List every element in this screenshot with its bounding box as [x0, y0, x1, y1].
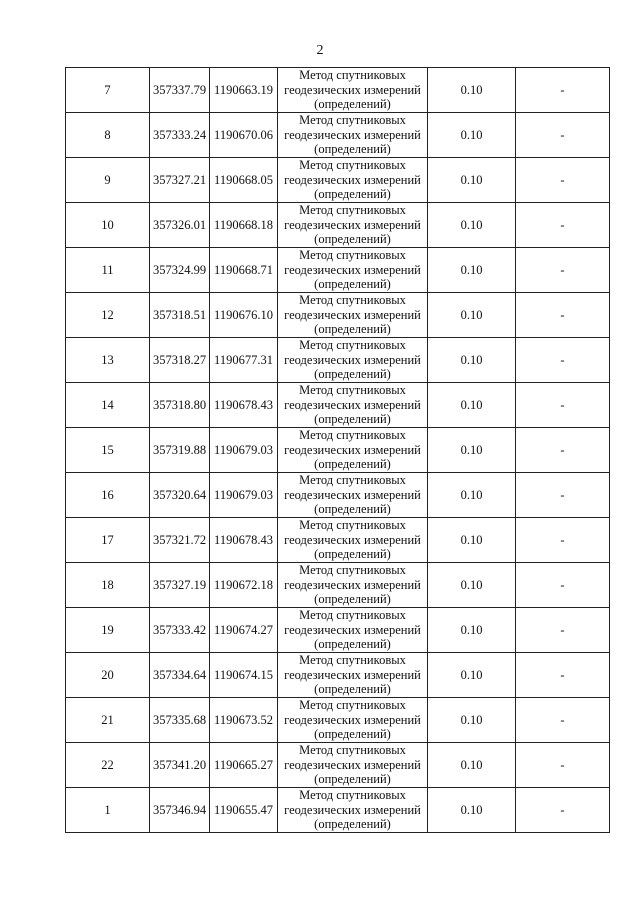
y-coordinate-cell: 1190668.18: [210, 203, 278, 248]
method-cell: [278, 383, 428, 428]
method-cell: [278, 203, 428, 248]
x-coordinate-cell: 357346.94: [150, 788, 210, 833]
method-text: Метод спутниковых геодезических измерений (определений): [284, 68, 421, 112]
extra-cell: -: [516, 203, 610, 248]
method-text: Метод спутниковых геодезических измерений (определений): [284, 698, 421, 742]
x-coordinate-cell: 357341.20: [150, 743, 210, 788]
x-coordinate-cell: 357319.88: [150, 428, 210, 473]
table-row: [66, 518, 610, 563]
accuracy-cell: 0.10: [428, 788, 516, 833]
method-cell: [278, 698, 428, 743]
method-cell: [278, 473, 428, 518]
x-coordinate-cell: 357327.19: [150, 563, 210, 608]
method-text: Метод спутниковых геодезических измерений (определений): [284, 608, 421, 652]
method-text: Метод спутниковых геодезических измерений (определений): [284, 653, 421, 697]
table-row: [66, 293, 610, 338]
point-number-cell: 22: [66, 743, 150, 788]
x-coordinate-cell: 357326.01: [150, 203, 210, 248]
method-text: Метод спутниковых геодезических измерений (определений): [284, 248, 421, 292]
table-row: [66, 203, 610, 248]
accuracy-cell: 0.10: [428, 473, 516, 518]
y-coordinate-cell: 1190663.19: [210, 68, 278, 113]
point-number-cell: 20: [66, 653, 150, 698]
y-coordinate-cell: 1190674.15: [210, 653, 278, 698]
extra-cell: -: [516, 653, 610, 698]
method-text: Метод спутниковых геодезических измерений (определений): [284, 158, 421, 202]
table-row: [66, 428, 610, 473]
y-coordinate-cell: 1190677.31: [210, 338, 278, 383]
accuracy-cell: 0.10: [428, 383, 516, 428]
point-number-cell: 16: [66, 473, 150, 518]
method-text: Метод спутниковых геодезических измерений (определений): [284, 338, 421, 382]
x-coordinate-cell: 357333.24: [150, 113, 210, 158]
accuracy-cell: 0.10: [428, 293, 516, 338]
y-coordinate-cell: 1190678.43: [210, 383, 278, 428]
y-coordinate-cell: 1190670.06: [210, 113, 278, 158]
accuracy-cell: 0.10: [428, 518, 516, 563]
table-row: [66, 338, 610, 383]
table-row: [66, 653, 610, 698]
y-coordinate-cell: 1190679.03: [210, 473, 278, 518]
table-row: [66, 473, 610, 518]
point-number-cell: 11: [66, 248, 150, 293]
table-row: [66, 608, 610, 653]
method-text: Метод спутниковых геодезических измерений (определений): [284, 518, 421, 562]
accuracy-cell: 0.10: [428, 653, 516, 698]
extra-cell: -: [516, 608, 610, 653]
extra-cell: -: [516, 68, 610, 113]
method-cell: [278, 68, 428, 113]
extra-cell: -: [516, 518, 610, 563]
y-coordinate-cell: 1190665.27: [210, 743, 278, 788]
x-coordinate-cell: 357321.72: [150, 518, 210, 563]
table-row: [66, 383, 610, 428]
y-coordinate-cell: 1190676.10: [210, 293, 278, 338]
point-number-cell: 14: [66, 383, 150, 428]
point-number-cell: 15: [66, 428, 150, 473]
extra-cell: -: [516, 698, 610, 743]
extra-cell: -: [516, 743, 610, 788]
table-row: [66, 68, 610, 113]
method-cell: [278, 653, 428, 698]
point-number-cell: 9: [66, 158, 150, 203]
method-text: Метод спутниковых геодезических измерений (определений): [284, 428, 421, 472]
table-row: [66, 698, 610, 743]
accuracy-cell: 0.10: [428, 203, 516, 248]
extra-cell: -: [516, 428, 610, 473]
method-cell: [278, 788, 428, 833]
accuracy-cell: 0.10: [428, 338, 516, 383]
point-number-cell: 12: [66, 293, 150, 338]
accuracy-cell: 0.10: [428, 248, 516, 293]
method-text: Метод спутниковых геодезических измерений (определений): [284, 383, 421, 427]
point-number-cell: 17: [66, 518, 150, 563]
method-text: Метод спутниковых геодезических измерений (определений): [284, 473, 421, 517]
method-cell: [278, 293, 428, 338]
method-cell: [278, 428, 428, 473]
method-text: Метод спутниковых геодезических измерений (определений): [284, 563, 421, 607]
method-cell: [278, 563, 428, 608]
y-coordinate-cell: 1190668.71: [210, 248, 278, 293]
table-row: [66, 113, 610, 158]
x-coordinate-cell: 357324.99: [150, 248, 210, 293]
point-number-cell: 1: [66, 788, 150, 833]
point-number-cell: 8: [66, 113, 150, 158]
coordinates-table: [65, 67, 610, 833]
y-coordinate-cell: 1190678.43: [210, 518, 278, 563]
point-number-cell: 13: [66, 338, 150, 383]
extra-cell: -: [516, 158, 610, 203]
table-row: [66, 563, 610, 608]
method-text: Метод спутниковых геодезических измерений (определений): [284, 203, 421, 247]
extra-cell: -: [516, 248, 610, 293]
x-coordinate-cell: 357318.27: [150, 338, 210, 383]
point-number-cell: 19: [66, 608, 150, 653]
accuracy-cell: 0.10: [428, 158, 516, 203]
method-cell: [278, 113, 428, 158]
extra-cell: -: [516, 788, 610, 833]
method-cell: [278, 158, 428, 203]
x-coordinate-cell: 357334.64: [150, 653, 210, 698]
method-cell: [278, 518, 428, 563]
extra-cell: -: [516, 293, 610, 338]
method-cell: [278, 608, 428, 653]
method-cell: [278, 743, 428, 788]
method-text: Метод спутниковых геодезических измерений (определений): [284, 788, 421, 832]
y-coordinate-cell: 1190674.27: [210, 608, 278, 653]
table-row: [66, 248, 610, 293]
y-coordinate-cell: 1190673.52: [210, 698, 278, 743]
table-row: [66, 743, 610, 788]
x-coordinate-cell: 357333.42: [150, 608, 210, 653]
accuracy-cell: 0.10: [428, 113, 516, 158]
y-coordinate-cell: 1190668.05: [210, 158, 278, 203]
point-number-cell: 10: [66, 203, 150, 248]
extra-cell: -: [516, 473, 610, 518]
extra-cell: -: [516, 383, 610, 428]
x-coordinate-cell: 357337.79: [150, 68, 210, 113]
coordinates-table-body: [66, 68, 610, 833]
method-cell: [278, 248, 428, 293]
method-text: Метод спутниковых геодезических измерений (определений): [284, 293, 421, 337]
accuracy-cell: 0.10: [428, 743, 516, 788]
accuracy-cell: 0.10: [428, 608, 516, 653]
method-cell: [278, 338, 428, 383]
y-coordinate-cell: 1190672.18: [210, 563, 278, 608]
table-row: [66, 158, 610, 203]
point-number-cell: 7: [66, 68, 150, 113]
method-text: Метод спутниковых геодезических измерений (определений): [284, 743, 421, 787]
accuracy-cell: 0.10: [428, 68, 516, 113]
x-coordinate-cell: 357318.51: [150, 293, 210, 338]
method-text: Метод спутниковых геодезических измерений (определений): [284, 113, 421, 157]
accuracy-cell: 0.10: [428, 563, 516, 608]
y-coordinate-cell: 1190679.03: [210, 428, 278, 473]
page-number: 2: [316, 43, 324, 58]
extra-cell: -: [516, 113, 610, 158]
y-coordinate-cell: 1190655.47: [210, 788, 278, 833]
accuracy-cell: 0.10: [428, 698, 516, 743]
table-row: [66, 788, 610, 833]
x-coordinate-cell: 357335.68: [150, 698, 210, 743]
point-number-cell: 18: [66, 563, 150, 608]
accuracy-cell: 0.10: [428, 428, 516, 473]
x-coordinate-cell: 357318.80: [150, 383, 210, 428]
point-number-cell: 21: [66, 698, 150, 743]
extra-cell: -: [516, 338, 610, 383]
extra-cell: -: [516, 563, 610, 608]
x-coordinate-cell: 357327.21: [150, 158, 210, 203]
x-coordinate-cell: 357320.64: [150, 473, 210, 518]
